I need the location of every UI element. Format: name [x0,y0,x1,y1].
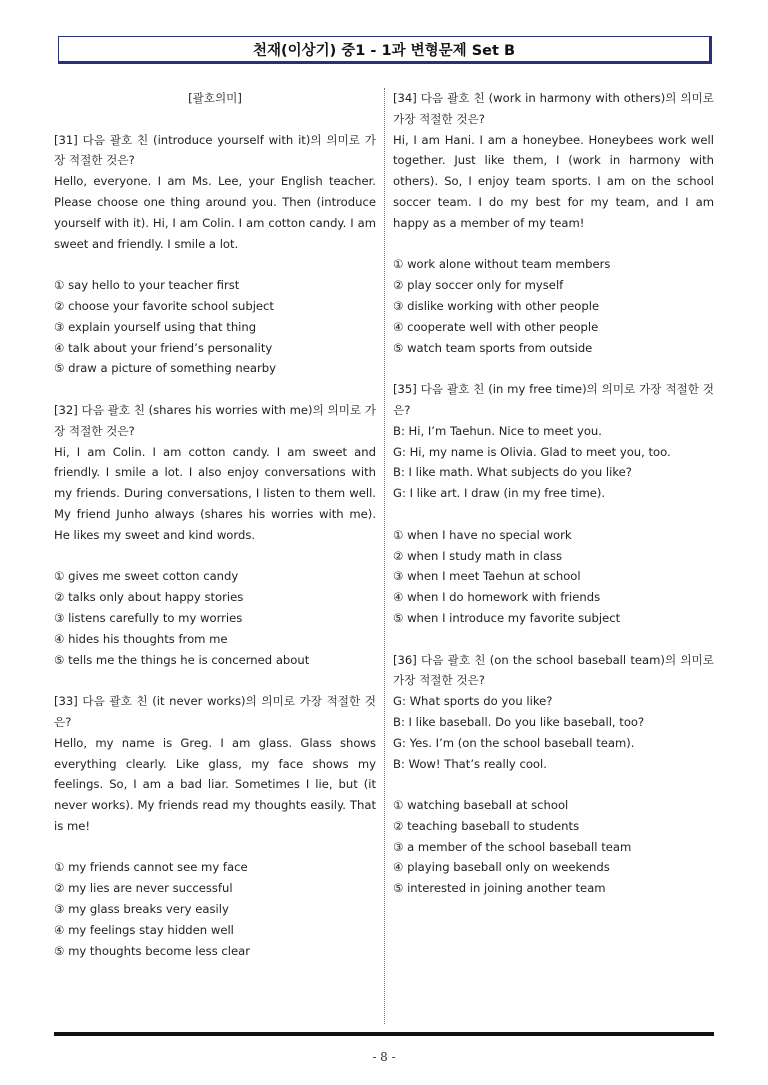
bottom-rule [54,1032,714,1036]
passage-text: Hello, everyone. I am Ms. Lee, your English teacher. Please choose one thing around you. Then (introduce yourself with it). Hi, I am Colin. I am cotton candy. I am sweet and friendly. I smile a lot. [54,174,376,251]
answer-option: ④ hides his thoughts from me [54,631,228,646]
question-title: [36] 다음 괄호 친 (on the school baseball team)의 의미로 가장 적절한 것은? [393,652,714,688]
answer-option: ③ explain yourself using that thing [54,319,257,334]
answer-option: ③ a member of the school baseball team [393,839,632,854]
answer-option: ① say hello to your teacher first [54,278,240,293]
answer-options [393,525,714,629]
answer-option: ⑤ when I introduce my favorite subject [393,610,621,625]
answer-option: ④ when I do homework with friends [393,590,601,605]
question-title: [34] 다음 괄호 친 (work in harmony with others)의 의미로 가장 적절한 것은? [393,91,714,126]
answer-option: ③ my glass breaks very easily [54,902,229,917]
dialogue-line: G: Hi, my name is Olivia. Glad to meet you, too. [393,444,671,459]
answer-option: ③ when I meet Taehun at school [393,569,581,584]
question-block [393,88,714,379]
answer-option: ④ my feelings stay hidden well [54,922,234,937]
column-divider [384,88,385,1024]
spacer [54,837,376,858]
answer-option: ① gives me sweet cotton candy [54,569,239,584]
dialogue-line: B: I like math. What subjects do you like? [393,465,632,480]
dialogue-line: G: What sports do you like? [393,694,553,709]
page-title: 천재(이상기) 중1 - 1과 변형문제 Set B [252,42,516,59]
answer-option: ③ listens carefully to my worries [54,610,243,625]
dialogue-line: B: I like baseball. Do you like baseball, too? [393,714,645,729]
answer-options [54,857,376,961]
answer-option: ② play soccer only for myself [393,278,564,293]
spacer [54,379,376,400]
dialogue-line: B: Hi, I’m Taehun. Nice to meet you. [393,423,602,438]
answer-option: ④ cooperate well with other people [393,319,599,334]
answer-option: ② teaching baseball to students [393,818,580,833]
question-block [393,379,714,649]
answer-option: ⑤ my thoughts become less clear [54,943,251,958]
answer-options [54,566,376,670]
answer-options [54,275,376,379]
spacer [54,109,376,130]
answer-option: ② choose your favorite school subject [54,298,274,313]
answer-option: ⑤ tells me the things he is concerned about [54,652,310,667]
question-title: [31] 다음 괄호 친 (introduce yourself with it)의 의미로 가장 적절한 것은? [54,132,376,168]
answer-option: ① watching baseball at school [393,798,569,813]
question-title: [35] 다음 괄호 친 (in my free time)의 의미로 가장 적절한 것은? [393,382,714,417]
page-number: - 8 - [372,1050,396,1064]
passage-text: Hi, I am Hani. I am a honeybee. Honeybees work well together. Just like them, I (work in harmony with others). So, I enjoy team sports. I am on the school soccer team. I do my best for my team, and I am happy as a member of my team! [393,132,714,230]
answer-option: ⑤ watch team sports from outside [393,340,593,355]
answer-option: ② my lies are never successful [54,881,233,896]
answer-option: ⑤ interested in joining another team [393,881,606,896]
dialogue-line: G: I like art. I draw (in my free time). [393,486,606,501]
answer-option: ④ playing baseball only on weekends [393,860,610,875]
right-column [393,88,714,899]
spacer [393,774,714,795]
answer-option: ④ talk about your friend’s personality [54,340,273,355]
question-block [54,691,376,961]
answer-option: ① when I have no special work [393,527,572,542]
question-block [393,650,714,900]
answer-option: ① work alone without team members [393,257,611,272]
dialogue-line: B: Wow! That’s really cool. [393,756,547,771]
answer-option: ① my friends cannot see my face [54,860,248,875]
section-label: [괄호의미] [188,91,242,105]
question-block [54,130,376,400]
answer-option: ② when I study math in class [393,548,563,563]
spacer [54,546,376,567]
passage-text: Hello, my name is Greg. I am glass. Glass shows everything clearly. Like glass, my face shows my feelings. So, I am a bad liar. Sometimes I lie, but (it never works). My friends read my thoughts easily. That is me! [54,735,376,833]
answer-option: ③ dislike working with other people [393,298,600,313]
passage-text: Hi, I am Colin. I am cotton candy. I am sweet and friendly. I smile a lot. I also enjoy conversations with my friends. During conversations, I listen to them well. My friend Junho always (shares his worries with me). He likes my sweet and kind words. [54,444,376,542]
spacer [54,670,376,691]
dialogue-line: G: Yes. I’m (on the school baseball team). [393,735,635,750]
left-column [54,88,376,961]
question-title: [32] 다음 괄호 친 (shares his worries with me)의 의미로 가장 적절한 것은? [54,402,376,438]
question-title: [33] 다음 괄호 친 (it never works)의 의미로 가장 적절한 것은? [54,694,376,729]
question-block [54,400,376,691]
page-title-box [58,36,712,64]
spacer [393,504,714,525]
spacer [393,234,714,255]
spacer [54,254,376,275]
answer-options [393,254,714,358]
answer-options [393,795,714,899]
spacer [393,358,714,379]
answer-option: ⑤ draw a picture of something nearby [54,361,276,376]
answer-option: ② talks only about happy stories [54,590,244,605]
spacer [393,629,714,650]
